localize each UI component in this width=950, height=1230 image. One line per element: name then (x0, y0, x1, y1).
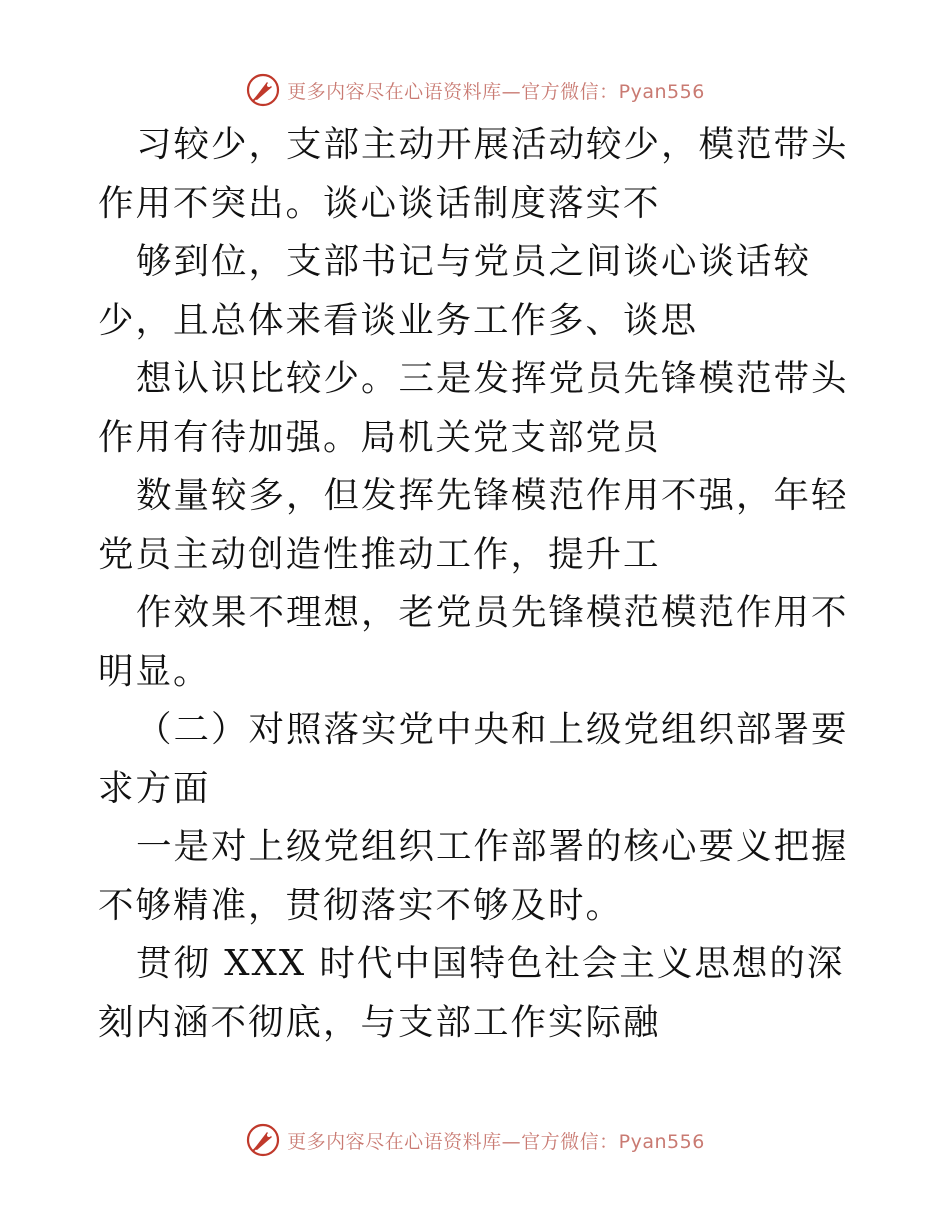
watermark-text: 更多内容尽在心语资料库—官方微信：Pyan556 (287, 80, 705, 103)
paragraph-4: 数量较多，但发挥先锋模范作用不强，年轻党员主动创造性推动工作，提升工 (98, 475, 849, 575)
section-heading: （二）对照落实党中央和上级党组织部署要求方面 (98, 709, 849, 809)
watermark-text: 更多内容尽在心语资料库—官方微信：Pyan556 (287, 1130, 705, 1153)
paragraph-2: 够到位，支部书记与党员之间谈心谈话较少，且总体来看谈业务工作多、谈思 (98, 241, 812, 341)
paragraph-7: 贯彻 XXX 时代中国特色社会主义思想的深刻内涵不彻底，与支部工作实际融 (98, 943, 845, 1043)
paragraph-6: 一是对上级党组织工作部署的核心要义把握不够精准，贯彻落实不够及时。 (98, 826, 849, 926)
header-watermark (0, 68, 950, 112)
paragraph-3: 想认识比较少。三是发挥党员先锋模范带头作用有待加强。局机关党支部党员 (98, 358, 849, 458)
footer-watermark (0, 1118, 950, 1162)
document-body (98, 116, 858, 1052)
pen-nib-logo-icon (245, 72, 281, 108)
paragraph-1: 习较少，支部主动开展活动较少，模范带头作用不突出。谈心谈话制度落实不 (98, 124, 849, 224)
paragraph-5: 作效果不理想，老党员先锋模范模范作用不明显。 (98, 592, 849, 692)
pen-nib-logo-icon (245, 1122, 281, 1158)
